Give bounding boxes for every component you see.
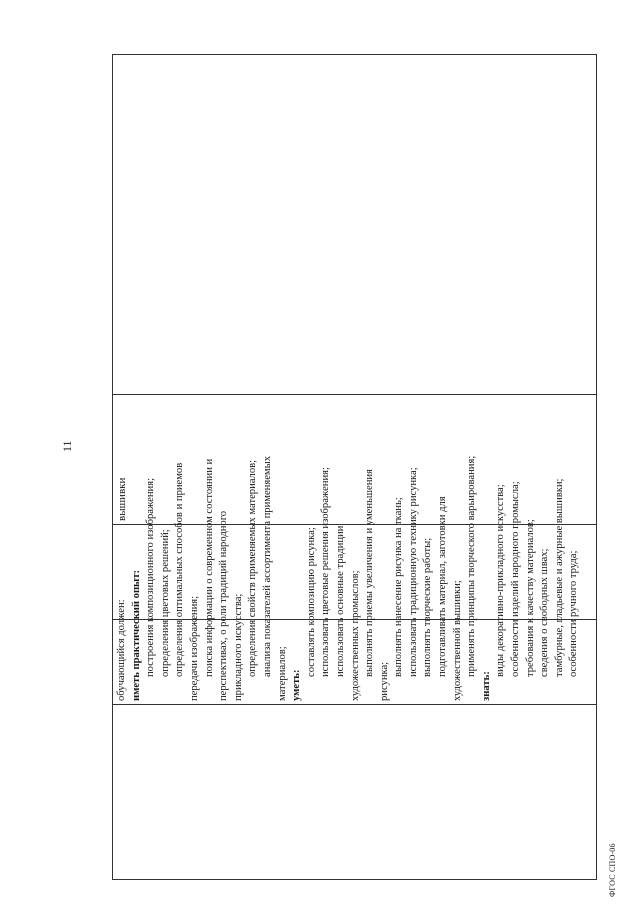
text-line: знать: <box>480 671 492 701</box>
footer-code: ФГОС СПО-06 <box>608 843 617 897</box>
text-line: анализа показателей ассортимента применяемых <box>261 455 273 677</box>
text-line: выполнять приемы увеличения и уменьшения <box>364 469 376 677</box>
text-line: виды декоративно-прикладного искусства; <box>495 484 507 677</box>
text-line: сведения о свободных швах; <box>539 548 551 677</box>
text-line: определения оптимальных способов и приемов <box>174 462 186 677</box>
text-line: художественной вышивки; <box>451 580 463 701</box>
rotated-table-wrapper <box>112 55 597 880</box>
text-line: обучающийся должен: <box>116 599 127 701</box>
text-line: использовать традиционную технику рисунка; <box>407 467 419 677</box>
text-line: поиска информации о современном состоянии и <box>203 458 215 677</box>
text-line: требования к качеству материалов; <box>524 519 536 677</box>
text-line: особенности ручного труда; <box>568 550 580 677</box>
text-line: выполнять творческие работы; <box>422 537 434 677</box>
text-line: уметь: <box>291 669 303 701</box>
text-line: определения цветовых решений; <box>159 529 171 677</box>
text-line: применять принципы творческого варьирования; <box>466 455 478 677</box>
text-line: тамбурные, гладьевые и ажурные вышивки; <box>553 478 565 677</box>
table-cell-col2 <box>113 455 597 705</box>
text-line: выполнять нанесение рисунка на ткань; <box>393 497 405 677</box>
table-cell-col4 <box>113 395 597 525</box>
page-number: 11 <box>60 440 74 452</box>
cell-text: вышивки <box>116 477 128 521</box>
text-line: художественных промыслов; <box>349 570 361 701</box>
text-line: передачи изображения; <box>188 595 200 701</box>
curriculum-table <box>112 54 597 880</box>
table-cell-col5 <box>113 55 597 395</box>
text-line: прикладного искусства; <box>232 593 244 701</box>
table-row <box>113 55 597 880</box>
text-line: использовать цветовые решения изображения; <box>320 467 332 677</box>
text-line: рисунка; <box>378 661 390 701</box>
text-line: подготавливать материал, заготовки для <box>437 496 449 677</box>
text-line: использовать основные традиции <box>334 525 346 677</box>
text-line: составлять композицию рисунка; <box>305 527 317 677</box>
text-line: определения свойств применяемых материалов; <box>247 459 259 677</box>
text-line: построения композиционного изображения; <box>145 477 157 677</box>
text-line: иметь практический опыт: <box>130 569 142 701</box>
text-line: перспективах, о роли традиций народного <box>218 510 230 701</box>
text-line: материалов; <box>276 646 288 701</box>
table-cell-col1 <box>113 705 597 880</box>
text-line: особенности изделий народного промысла; <box>510 481 522 677</box>
